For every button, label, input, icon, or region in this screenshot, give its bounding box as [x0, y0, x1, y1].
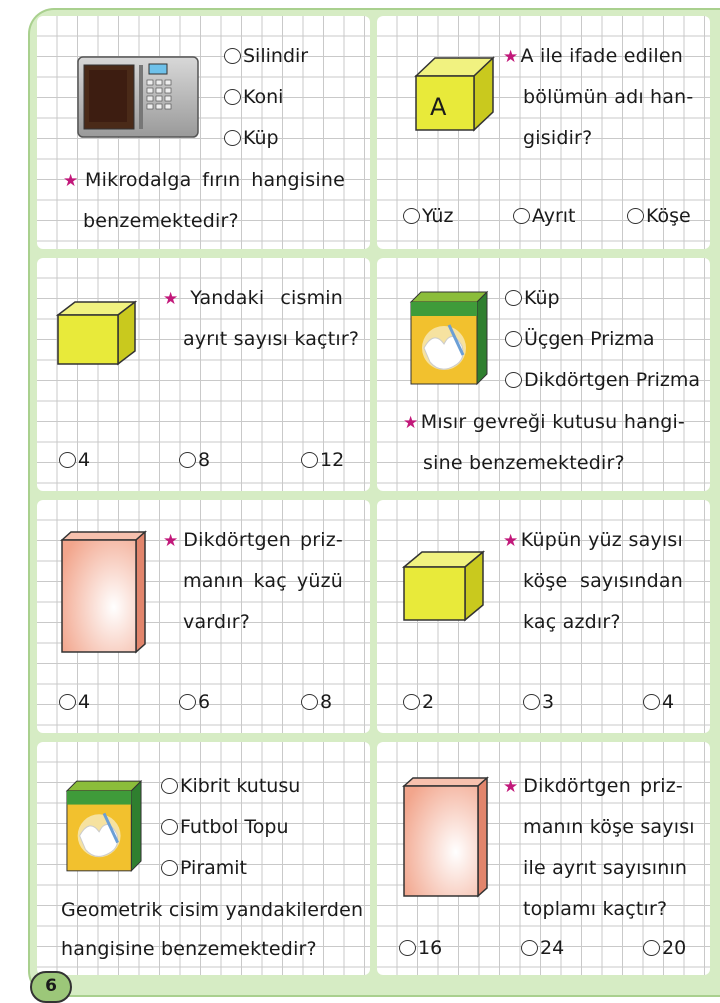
answer-option-c[interactable] — [643, 938, 686, 958]
answer-option-b[interactable] — [505, 329, 655, 349]
answer-option-b[interactable] — [224, 87, 283, 107]
option-text: Futbol Topu — [180, 816, 289, 838]
question-text: benzemektedir? — [83, 210, 239, 232]
answer-option-a[interactable] — [224, 46, 308, 66]
answer-option-a[interactable] — [505, 288, 560, 308]
radio-circle-icon — [403, 208, 420, 224]
option-text: Silindir — [243, 45, 309, 67]
option-text: 4 — [662, 691, 675, 713]
option-text: 16 — [418, 937, 443, 959]
star-icon: ★ — [163, 289, 189, 309]
radio-circle-icon — [59, 452, 76, 468]
question-text: köşe sayısından — [523, 570, 683, 592]
question-card-5 — [37, 500, 370, 733]
option-text: 12 — [320, 449, 345, 471]
question-text: ★ Mısır gevreği kutusu hangi- — [403, 411, 685, 433]
option-text: Üçgen Prizma — [524, 328, 655, 350]
labeled-cube-image — [415, 56, 495, 132]
radio-circle-icon — [224, 89, 241, 105]
question-text: ★ Küpün yüz sayısı — [503, 529, 683, 551]
radio-circle-icon — [523, 694, 540, 710]
radio-circle-icon — [627, 208, 644, 224]
radio-circle-icon — [301, 694, 318, 710]
star-icon: ★ — [403, 413, 419, 433]
option-text: Yüz — [422, 205, 454, 227]
option-text: 4 — [78, 691, 91, 713]
answer-option-b[interactable] — [513, 206, 576, 226]
radio-circle-icon — [161, 778, 178, 794]
option-text: Piramit — [180, 857, 248, 879]
pink-prism-image — [61, 530, 147, 656]
answer-option-c[interactable] — [643, 692, 674, 712]
star-icon: ★ — [163, 531, 182, 551]
question-text: manın köşe sayısı — [523, 816, 695, 838]
question-card-1 — [37, 16, 370, 249]
question-text: vardır? — [183, 611, 251, 633]
answer-option-a[interactable] — [399, 938, 442, 958]
radio-circle-icon — [179, 452, 196, 468]
radio-circle-icon — [224, 48, 241, 64]
radio-circle-icon — [521, 940, 538, 956]
answer-option-a[interactable] — [403, 206, 453, 226]
question-text: Geometrik cisim yandakilerden — [61, 899, 364, 921]
answer-option-c[interactable] — [627, 206, 691, 226]
question-text: hangisine benzemektedir? — [61, 938, 317, 960]
option-text: 20 — [662, 937, 687, 959]
question-text: toplamı kaçtır? — [523, 898, 668, 920]
radio-circle-icon — [301, 452, 318, 468]
cereal-box-image — [65, 778, 143, 874]
option-text: 2 — [422, 691, 435, 713]
pink-prism-image — [403, 776, 489, 900]
radio-circle-icon — [513, 208, 530, 224]
option-text: 24 — [540, 937, 565, 959]
page-number-badge: 6 — [30, 971, 72, 1003]
option-text: 8 — [198, 449, 211, 471]
answer-option-b[interactable] — [179, 692, 210, 712]
radio-circle-icon — [505, 372, 522, 388]
question-card-3 — [37, 258, 370, 491]
radio-circle-icon — [224, 130, 241, 146]
answer-option-c[interactable] — [224, 128, 279, 148]
cube-face-label: A — [430, 93, 447, 121]
radio-circle-icon — [403, 694, 420, 710]
star-icon: ★ — [63, 171, 84, 191]
question-text: kaç azdır? — [523, 611, 621, 633]
question-card-4 — [377, 258, 710, 491]
option-text: 3 — [542, 691, 555, 713]
radio-circle-icon — [643, 940, 660, 956]
radio-circle-icon — [179, 694, 196, 710]
answer-option-a[interactable] — [59, 450, 90, 470]
question-text: bölümün adı han- — [523, 86, 694, 108]
answer-option-a[interactable] — [403, 692, 434, 712]
option-text: 4 — [78, 449, 91, 471]
option-text: Ayrıt — [532, 205, 576, 227]
microwave-image — [77, 56, 199, 138]
option-text: Dikdörtgen Prizma — [524, 369, 701, 391]
option-text: Kibrit kutusu — [180, 775, 301, 797]
option-text: 8 — [320, 691, 333, 713]
answer-option-b[interactable] — [179, 450, 210, 470]
question-card-2 — [377, 16, 710, 249]
star-icon: ★ — [503, 531, 519, 551]
question-text: ile ayrıt sayısının — [523, 857, 688, 879]
question-text: ★ Dikdörtgen priz- — [503, 775, 683, 797]
option-text: Köşe — [646, 205, 691, 227]
question-text: ★ Mikrodalga fırın hangisine — [63, 169, 345, 191]
yellow-cube-image — [403, 550, 485, 622]
question-text: ayrıt sayısı kaçtır? — [183, 328, 360, 350]
radio-circle-icon — [59, 694, 76, 710]
answer-option-c[interactable] — [505, 370, 700, 390]
answer-option-c[interactable] — [161, 858, 247, 878]
radio-circle-icon — [161, 860, 178, 876]
answer-option-b[interactable] — [523, 692, 554, 712]
star-icon: ★ — [503, 777, 522, 797]
question-text: ★ Yandaki cismin — [163, 287, 343, 309]
yellow-cube-image — [57, 300, 137, 366]
question-text: manın kaç yüzü — [183, 570, 343, 592]
question-text: gisidir? — [523, 127, 593, 149]
answer-option-b[interactable] — [161, 817, 289, 837]
radio-circle-icon — [643, 694, 660, 710]
question-card-6 — [377, 500, 710, 733]
question-text: ★ A ile ifade edilen — [503, 45, 683, 67]
option-text: Koni — [243, 86, 284, 108]
cereal-box-image — [409, 290, 489, 386]
radio-circle-icon — [399, 940, 416, 956]
question-text: sine benzemektedir? — [423, 452, 625, 474]
question-card-8 — [377, 742, 710, 975]
answer-option-a[interactable] — [59, 692, 90, 712]
answer-option-c[interactable] — [301, 450, 344, 470]
question-card-7 — [37, 742, 370, 975]
radio-circle-icon — [505, 290, 522, 306]
radio-circle-icon — [505, 331, 522, 347]
star-icon: ★ — [503, 47, 519, 67]
radio-circle-icon — [161, 819, 178, 835]
option-text: Küp — [524, 287, 560, 309]
answer-option-c[interactable] — [301, 692, 332, 712]
answer-option-a[interactable] — [161, 776, 300, 796]
answer-option-b[interactable] — [521, 938, 564, 958]
question-text: ★ Dikdörtgen priz- — [163, 529, 343, 551]
option-text: 6 — [198, 691, 211, 713]
option-text: Küp — [243, 127, 279, 149]
